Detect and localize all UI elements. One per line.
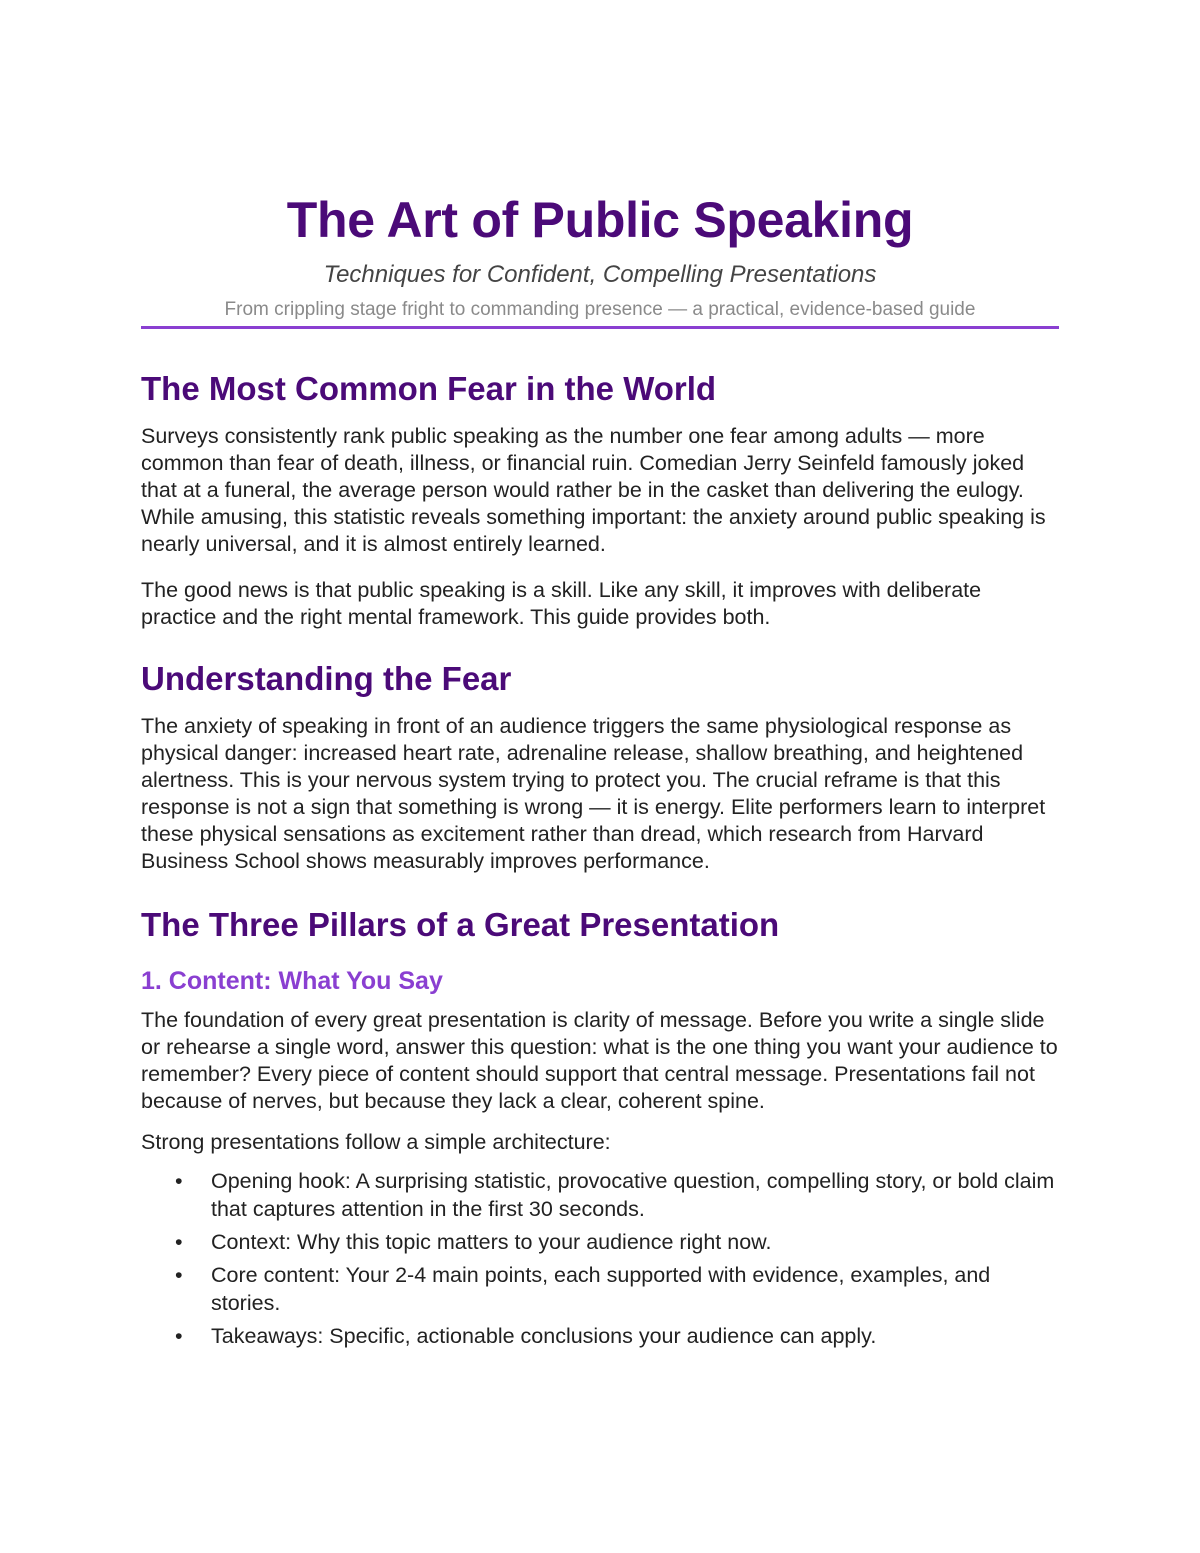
paragraph: Surveys consistently rank public speaking as the number one fear among adults — more common than fear of death, illness, or financial ruin. Comedian Jerry Seinfeld famously joked that at a funeral, the average person would rather be in the casket than delivering the eulogy. While amusing, this statistic reveals something important: the anxiety around public speaking is nearly universal, and it is almost entirely learned.	[141, 424, 1046, 556]
paragraph: The anxiety of speaking in front of an audience triggers the same physiological response as physical danger: increased heart rate, adrenaline release, shallow breathing, and heightened alertness. This is your nervous system trying to protect you. The crucial reframe is that this response is not a sign that something is wrong — it is energy. Elite performers learn to interpret these physical sensations as excitement rather than dread, which research from Harvard Business School shows measurably improves performance.	[141, 714, 1046, 873]
paragraph: The foundation of every great presentation is clarity of message. Before you write a single slide or rehearse a single word, answer this question: what is the one thing you want your audience to remember? Every piece of content should support that central message. Presentations fail not because of nerves, but because they lack a clear, coherent spine.	[141, 1008, 1058, 1113]
architecture-list	[141, 1167, 1059, 1350]
list-item-text: Opening hook: A surprising statistic, provocative question, compelling story, or bold claim that captures attention in the first 30 seconds.	[211, 1169, 1055, 1221]
paragraph: The good news is that public speaking is a skill. Like any skill, it improves with deliberate practice and the right mental framework. This guide provides both.	[141, 578, 982, 629]
list-item-text: Core content: Your 2-4 main points, each supported with evidence, examples, and stories.	[211, 1263, 991, 1315]
document-title: The Art of Public Speaking	[286, 192, 914, 248]
document-tagline: From crippling stage fright to commanding presence — a practical, evidence-based guide	[224, 299, 976, 320]
subsection-heading: 1. Content: What You Say	[141, 967, 443, 995]
list-item	[141, 1261, 1059, 1317]
list-item-text: Context: Why this topic matters to your audience right now.	[211, 1230, 772, 1254]
section-heading: Understanding the Fear	[141, 660, 512, 697]
bullet-icon: •	[175, 1169, 183, 1193]
header-divider	[141, 326, 1059, 329]
document-page	[141, 0, 1059, 1355]
list-item-text: Takeaways: Specific, actionable conclusions your audience can apply.	[211, 1324, 877, 1348]
list-item	[141, 1228, 1059, 1256]
section-understanding-fear	[141, 659, 1059, 875]
paragraph: Strong presentations follow a simple architecture:	[141, 1130, 611, 1154]
document-header	[141, 190, 1059, 322]
section-heading: The Most Common Fear in the World	[141, 370, 717, 407]
list-item	[141, 1167, 1059, 1223]
document-subtitle: Techniques for Confident, Compelling Presentations	[323, 261, 877, 288]
section-heading: The Three Pillars of a Great Presentation	[141, 906, 780, 943]
bullet-icon: •	[175, 1263, 183, 1287]
bullet-icon: •	[175, 1230, 183, 1254]
list-item	[141, 1322, 1059, 1350]
section-three-pillars	[141, 905, 1059, 1350]
section-common-fear	[141, 369, 1059, 631]
bullet-icon: •	[175, 1324, 183, 1348]
